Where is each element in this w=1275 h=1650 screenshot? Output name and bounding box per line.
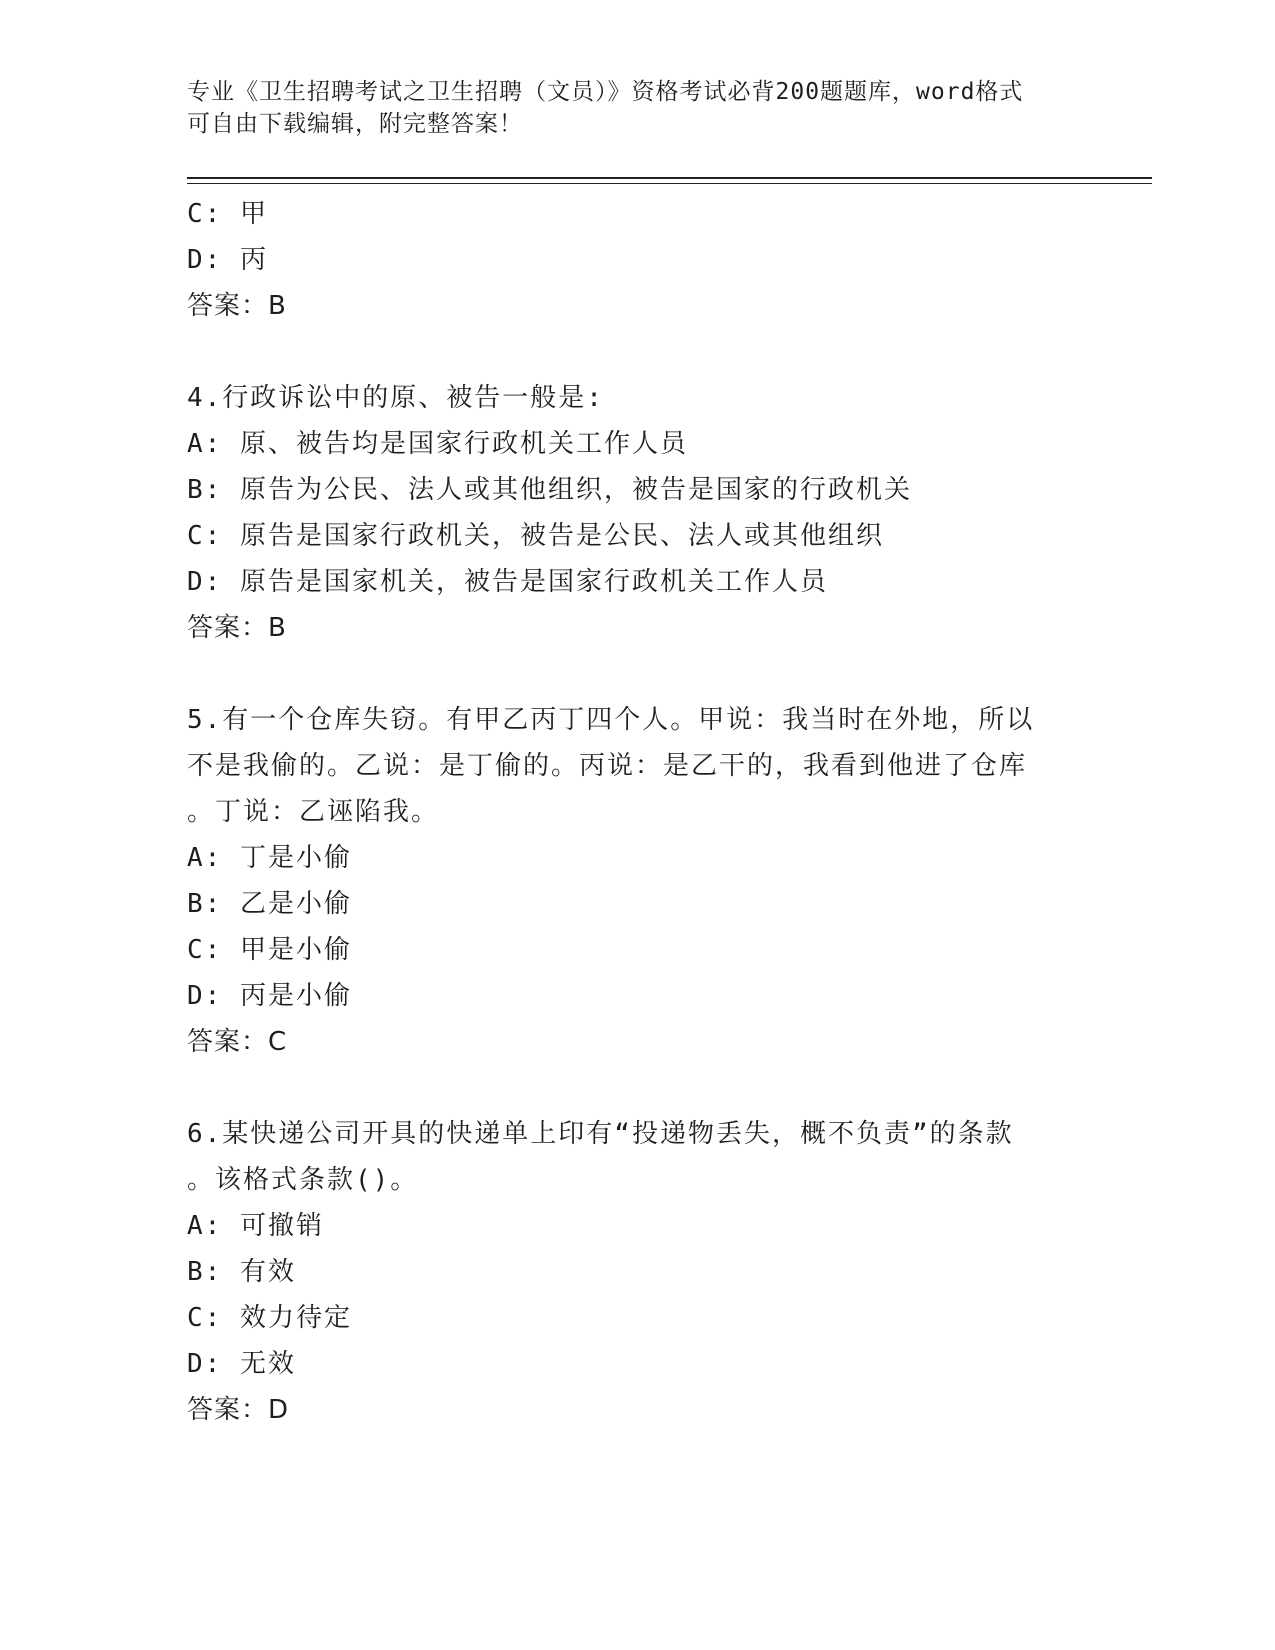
option-d: D: 无效: [187, 1349, 296, 1379]
question-stem-line-2: 。该格式条款()。: [187, 1165, 419, 1195]
option-c: C: 甲是小偷: [187, 935, 352, 965]
document-header: [187, 76, 1067, 140]
option-d: D: 原告是国家机关，被告是国家行政机关工作人员: [187, 567, 828, 597]
spacer: [187, 1065, 1067, 1111]
question-list: [187, 191, 1067, 1433]
answer: 答案：D: [187, 1395, 290, 1425]
option-b: B: 有效: [187, 1257, 296, 1287]
question-5: [187, 697, 1067, 1065]
spacer: [187, 651, 1067, 697]
option-d: D: 丙是小偷: [187, 981, 352, 1011]
answer: 答案：B: [187, 291, 287, 321]
question-4: [187, 375, 1067, 651]
question-3-continued: [187, 191, 1067, 329]
spacer: [187, 329, 1067, 375]
question-stem-line-3: 。丁说：乙诬陷我。: [187, 797, 440, 827]
option-c: C: 效力待定: [187, 1303, 352, 1333]
option-a: A: 丁是小偷: [187, 843, 352, 873]
option-a: A: 原、被告均是国家行政机关工作人员: [187, 429, 688, 459]
header-divider-top: [187, 177, 1152, 179]
question-stem-line-1: 5.有一个仓库失窃。有甲乙丙丁四个人。甲说：我当时在外地，所以: [187, 705, 1035, 735]
option-a: A: 可撤销: [187, 1211, 324, 1241]
header-line-1: 专业《卫生招聘考试之卫生招聘（文员）》资格考试必背200题题库，word格式: [187, 79, 1024, 105]
answer: 答案：B: [187, 613, 287, 643]
option-c: C: 甲: [187, 199, 268, 229]
option-d: D: 丙: [187, 245, 268, 275]
option-c: C: 原告是国家行政机关，被告是公民、法人或其他组织: [187, 521, 884, 551]
option-b: B: 原告为公民、法人或其他组织，被告是国家的行政机关: [187, 475, 912, 505]
question-stem-line-2: 不是我偷的。乙说：是丁偷的。丙说：是乙干的，我看到他进了仓库: [187, 751, 1028, 781]
question-6: [187, 1111, 1067, 1433]
answer: 答案：C: [187, 1027, 288, 1057]
question-stem: 4.行政诉讼中的原、被告一般是:: [187, 383, 604, 413]
option-b: B: 乙是小偷: [187, 889, 352, 919]
question-stem-line-1: 6.某快递公司开具的快递单上印有“投递物丢失，概不负责”的条款: [187, 1119, 1014, 1149]
header-divider-bottom: [187, 183, 1152, 184]
header-line-2: 可自由下载编辑，附完整答案！: [187, 111, 523, 137]
